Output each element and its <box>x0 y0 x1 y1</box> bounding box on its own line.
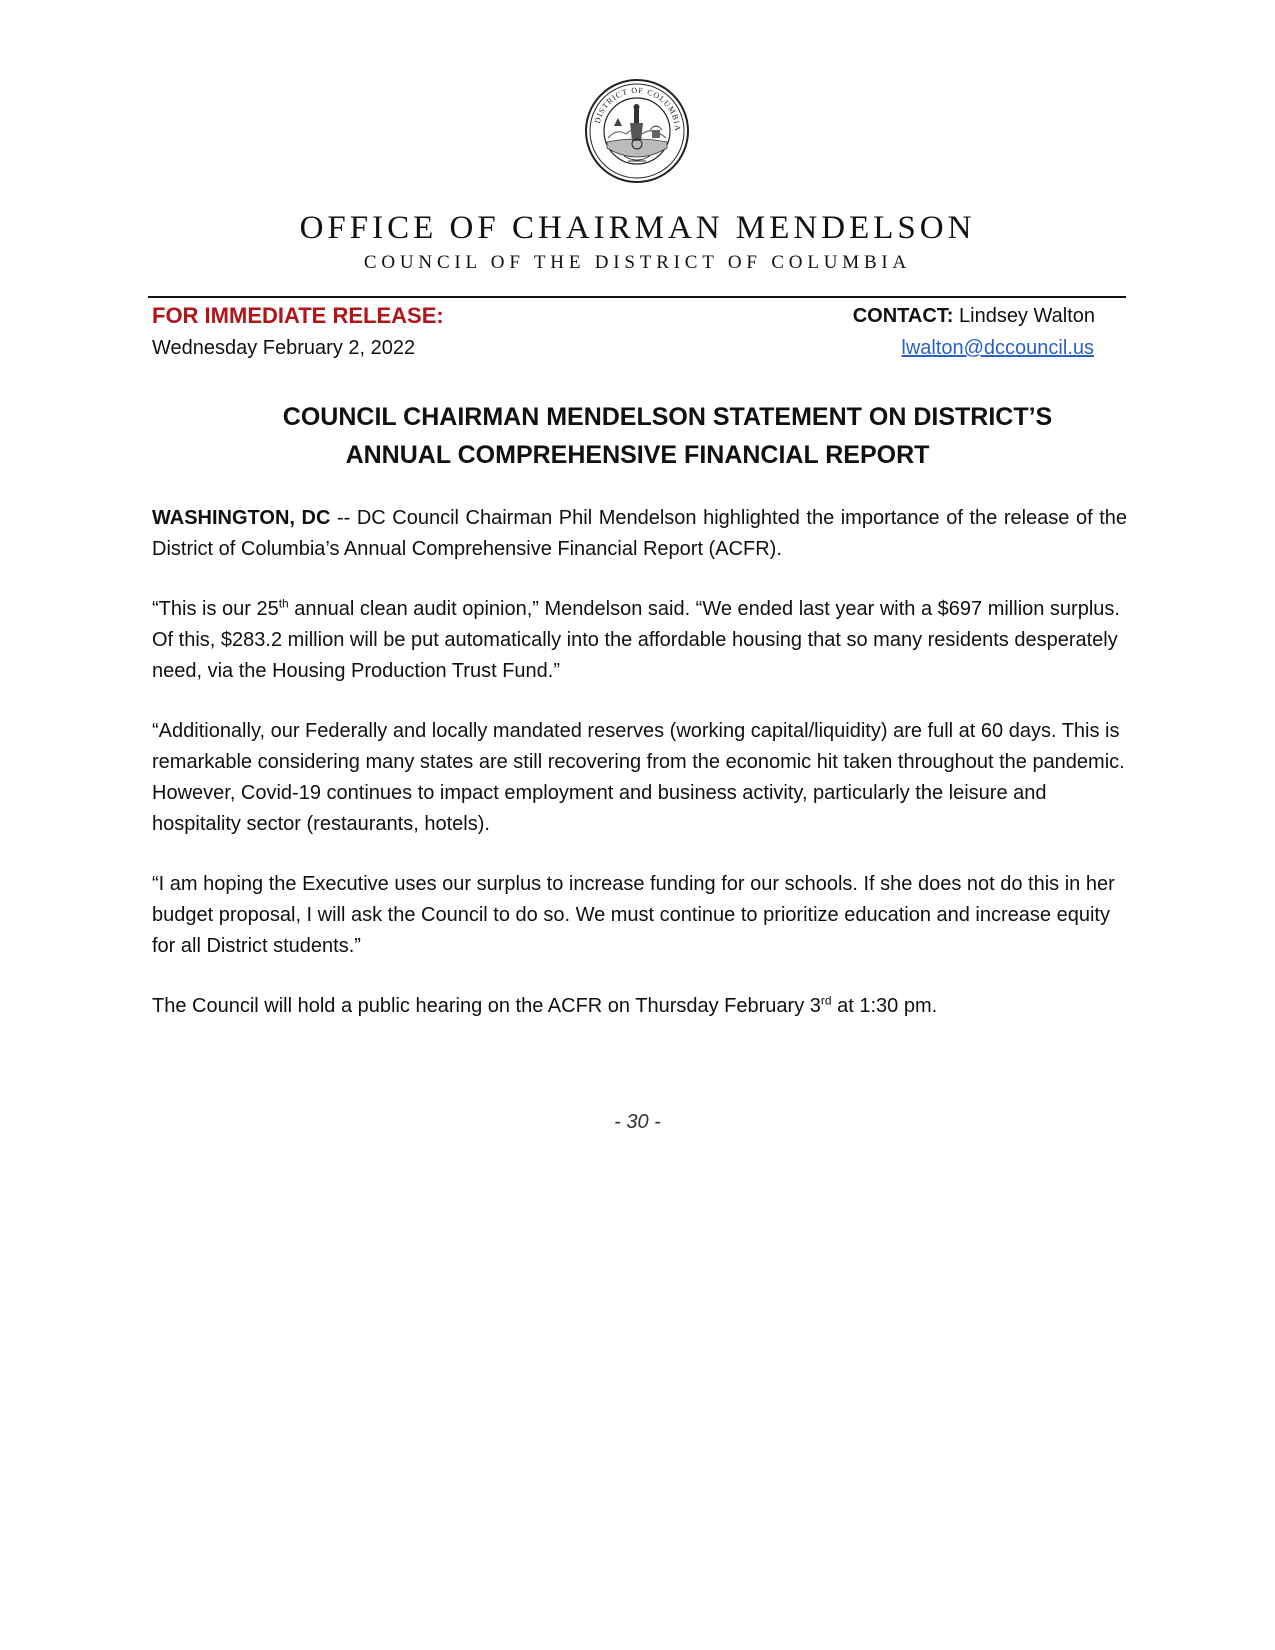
release-body <box>152 503 1127 1051</box>
body-paragraph-1 <box>152 503 1127 565</box>
body-paragraph-2 <box>152 594 1127 687</box>
end-mark: - 30 - <box>614 1111 661 1133</box>
district-of-columbia-seal-icon <box>584 78 690 184</box>
body-paragraph-4: “I am hoping the Executive uses our surplus to increase funding for our schools. If she does not do this in her budget proposal, I will ask the Council to do so. We must continue to prioritize education and increase equity for all District students.” <box>152 873 1115 957</box>
body-paragraph-1-text: -- DC Council Chairman Phil Mendelson highlighted the importance of the release of the District of Columbia’s Annual Comprehensive Financial Report (ACFR). <box>152 507 1128 560</box>
contact-email-link[interactable]: lwalton@dccouncil.us <box>901 337 1094 359</box>
body-paragraph-5-after: at 1:30 pm. <box>831 995 938 1017</box>
contact-name: Lindsey Walton <box>959 305 1095 327</box>
body-paragraph-3: “Additionally, our Federally and locally mandated reserves (working capital/liquidity) are full at 60 days. This is remarkable considering many states are still recovering from the economic hit taken throughout the pandemic. However, Covid-19 continues to impact employment and business activity, particularly the leisure and hospitality sector (restaurants, hotels). <box>152 720 1125 835</box>
svg-text:DISTRICT OF COLUMBIA: DISTRICT OF COLUMBIA <box>592 85 683 132</box>
release-date: Wednesday February 2, 2022 <box>152 337 416 359</box>
header-divider <box>148 296 1126 298</box>
headline-line-2: ANNUAL COMPREHENSIVE FINANCIAL REPORT <box>345 441 930 469</box>
ordinal-suffix: rd <box>820 993 832 1008</box>
office-title: OFFICE OF CHAIRMAN MENDELSON <box>299 210 976 246</box>
body-paragraph-5-before: The Council will hold a public hearing on the ACFR on Thursday February 3 <box>152 995 821 1017</box>
contact-line <box>853 305 1095 328</box>
dateline: WASHINGTON, DC <box>152 507 331 529</box>
headline <box>150 398 1125 474</box>
release-label: FOR IMMEDIATE RELEASE: <box>152 303 444 328</box>
body-paragraph-5 <box>152 991 1127 1022</box>
body-paragraph-2-after: annual clean audit opinion,” Mendelson said. “We ended last year with a $697 million surplus. Of this, $283.2 million will be put automatically into the affordable housing that so many residents desperately need, via the Housing Production Trust Fund.” <box>152 598 1120 682</box>
ordinal-suffix: th <box>278 596 289 611</box>
body-paragraph-2-before: “This is our 25 <box>152 598 279 620</box>
headline-line-1: COUNCIL CHAIRMAN MENDELSON STATEMENT ON DISTRICT’S <box>282 403 1053 431</box>
contact-label: CONTACT: <box>852 305 954 327</box>
office-subtitle: COUNCIL OF THE DISTRICT OF COLUMBIA <box>363 252 912 273</box>
